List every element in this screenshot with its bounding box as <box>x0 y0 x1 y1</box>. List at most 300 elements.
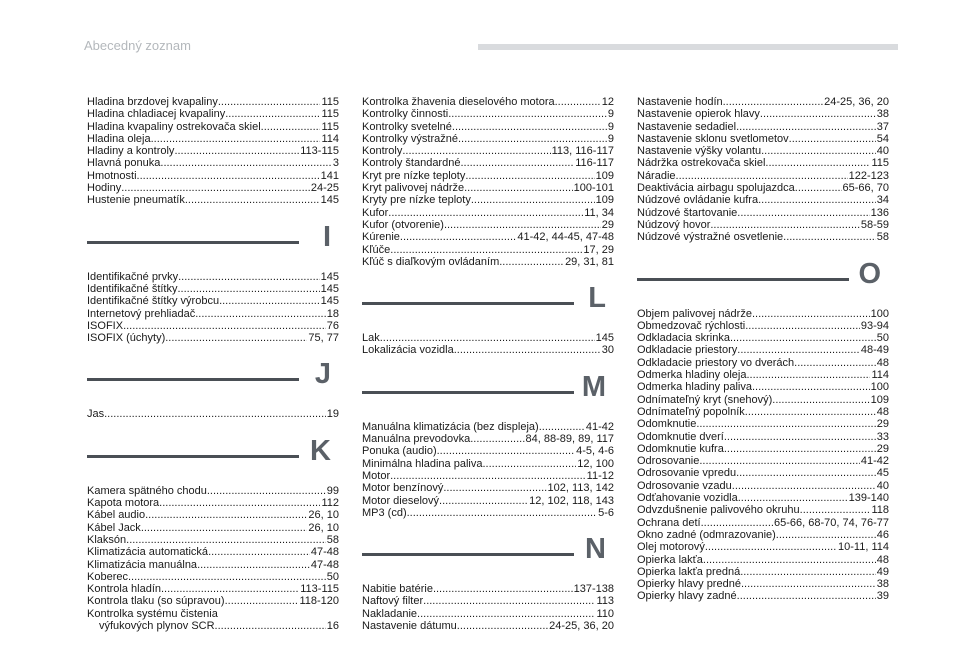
section-letter: K <box>310 434 331 467</box>
dot-leader <box>128 571 326 583</box>
entry-page-number: 58 <box>326 533 339 546</box>
entry-page-number: 26, 10 <box>308 509 339 522</box>
entry-page-number: 29 <box>601 218 614 231</box>
section-header <box>87 360 339 398</box>
page-header-title: Abecedný zoznam <box>84 38 191 53</box>
entry-label: Lak <box>362 332 380 345</box>
header-divider-bar <box>478 44 898 50</box>
index-entry <box>637 504 889 516</box>
entry-label: Kryty pre nízke teploty <box>362 194 471 207</box>
entry-label: Deaktivácia airbagu spolujazdca <box>637 182 795 195</box>
entry-label: Nakladanie <box>362 607 418 620</box>
dot-leader <box>444 219 601 231</box>
entry-page-number: 49 <box>876 565 889 578</box>
index-entry <box>637 418 889 430</box>
index-entry <box>637 182 889 194</box>
entry-label: MP3 (cd) <box>362 506 407 519</box>
index-entry <box>362 244 614 256</box>
section-divider-bar <box>362 553 574 556</box>
entry-page-number: 113, 116-117 <box>551 145 614 158</box>
entry-label: Opierka lakťa <box>637 553 703 566</box>
entry-page-number: 99 <box>326 484 339 497</box>
section-header <box>87 220 339 261</box>
dot-leader <box>218 96 321 108</box>
index-entry <box>87 283 339 295</box>
section-letter: L <box>588 282 606 315</box>
dot-leader <box>789 133 876 145</box>
section-divider-bar <box>87 241 299 244</box>
index-entry <box>637 480 889 492</box>
entry-label: Manuálna prevodovka <box>362 433 471 446</box>
section-letter: M <box>581 370 606 403</box>
entry-label: Odvzdušnenie palivového okruhu <box>637 504 800 517</box>
entry-label: Kontroly štandardné <box>362 157 461 170</box>
entry-page-number: 38 <box>876 108 889 121</box>
index-entry <box>637 590 889 602</box>
entry-label: Kufor <box>362 206 389 219</box>
entry-page-number: 24-25 <box>310 182 339 195</box>
entry-page-number: 116-117 <box>575 157 614 170</box>
entry-label: Nastavenie sedadiel <box>637 120 737 133</box>
index-entry <box>637 96 889 108</box>
index-entry <box>637 332 889 344</box>
entry-label: Núdzové štartovanie <box>637 206 738 219</box>
dot-leader <box>676 170 848 182</box>
index-entry <box>87 583 339 595</box>
dot-leader <box>145 509 307 521</box>
entry-page-number: 137-138 <box>573 583 614 596</box>
entry-page-number: 145 <box>320 194 339 207</box>
dot-leader <box>730 332 876 344</box>
index-entry <box>362 133 614 145</box>
section-header <box>362 535 614 573</box>
dot-leader <box>417 608 595 620</box>
entry-page-number: 118 <box>871 504 889 517</box>
section-divider-bar <box>87 455 299 458</box>
dot-leader <box>104 408 326 420</box>
dot-leader <box>539 421 585 433</box>
entry-page-number: 24-25, 36, 20 <box>549 620 614 633</box>
index-entry <box>637 554 889 566</box>
dot-leader <box>699 455 859 467</box>
index-entry <box>87 559 339 571</box>
entry-label: Kontrolky činnosti <box>362 108 449 121</box>
dot-leader <box>178 283 320 295</box>
dot-leader <box>390 470 586 482</box>
entry-page-number: 29 <box>876 442 889 455</box>
index-entry <box>362 583 614 595</box>
dot-leader <box>776 529 876 541</box>
entry-label: Hladina oleja <box>87 132 151 145</box>
entry-label: Hladina kvapaliny ostrekovača skiel <box>87 120 261 133</box>
index-entry <box>637 121 889 133</box>
entry-label: Nabitie batérie <box>362 583 433 596</box>
entry-page-number: 12 <box>601 96 614 108</box>
entry-page-number: 114 <box>321 132 339 145</box>
entry-label: Hladiny a kontroly <box>87 145 175 158</box>
entry-label: Olej motorový <box>637 541 705 554</box>
entry-label: Odomknutie dverí <box>637 430 724 443</box>
dot-leader <box>437 445 575 457</box>
dot-leader <box>794 357 876 369</box>
dot-leader <box>752 308 870 320</box>
index-entry <box>87 595 339 607</box>
dot-leader <box>746 369 870 381</box>
entry-label: Odomknutie <box>637 418 697 431</box>
entry-label: Odnímateľný popolník <box>637 405 745 418</box>
index-entry <box>637 431 889 443</box>
index-entry <box>637 492 889 504</box>
index-entry <box>362 207 614 219</box>
dot-leader <box>443 482 546 494</box>
index-entry <box>362 96 614 108</box>
index-entry <box>637 170 889 182</box>
dot-leader <box>761 145 876 157</box>
index-entry <box>87 522 339 534</box>
dot-leader <box>471 194 595 206</box>
entry-page-number: 16 <box>326 620 339 633</box>
entry-page-number: 141 <box>320 169 339 182</box>
entry-label: Klimatizácia automatická <box>87 546 209 559</box>
entry-page-number: 48 <box>876 405 889 418</box>
entry-label: Koberec <box>87 570 128 583</box>
entry-label: Kryt pre nízke teploty <box>362 169 466 182</box>
index-entry <box>637 529 889 541</box>
entry-label: Kábel audio <box>87 509 146 522</box>
entry-page-number: 109 <box>595 194 614 207</box>
index-entry <box>87 194 339 206</box>
dot-leader <box>225 595 299 607</box>
index-entry <box>637 344 889 356</box>
entry-page-number: 19 <box>326 408 339 421</box>
entry-label: Obmedzovač rýchlosti <box>637 319 746 332</box>
entry-page-number: 122-123 <box>848 169 889 182</box>
index-entry <box>362 157 614 169</box>
index-entry <box>637 207 889 219</box>
dot-leader <box>185 194 320 206</box>
dot-leader <box>460 157 574 169</box>
entry-page-number: 40 <box>876 145 889 158</box>
index-entry <box>362 620 614 632</box>
entry-label: Kontroly <box>362 145 403 158</box>
entry-label: Jas <box>87 408 105 421</box>
index-entry <box>362 170 614 182</box>
index-entry <box>637 578 889 590</box>
dot-leader <box>123 320 326 332</box>
index-entry <box>87 332 339 344</box>
entry-label: Lokalizácia vozidla <box>362 344 454 357</box>
entry-page-number: 29, 31, 81 <box>565 255 614 268</box>
index-entry <box>87 546 339 558</box>
dot-leader <box>736 467 876 479</box>
entry-page-number: 114 <box>871 369 889 382</box>
section-header <box>362 284 614 322</box>
dot-leader <box>452 121 607 133</box>
dot-leader <box>470 433 524 445</box>
index-entry <box>87 96 339 108</box>
section-letter: J <box>314 358 331 391</box>
index-entry <box>87 170 339 182</box>
entry-label: Odkladacie priestory <box>637 344 738 357</box>
index-column-2 <box>362 96 614 632</box>
entry-label: Identifikačné prvky <box>87 270 179 283</box>
dot-leader <box>433 583 573 595</box>
entry-page-number: 145 <box>320 282 339 295</box>
entry-label: Kontrolky výstražné <box>362 132 458 145</box>
dot-leader <box>737 590 876 602</box>
entry-label: Kryt palivovej nádrže <box>362 182 465 195</box>
entry-page-number: 118-120 <box>299 595 339 608</box>
dot-leader <box>555 96 601 108</box>
section-header <box>87 434 339 475</box>
entry-label: Naftový filter <box>362 595 424 608</box>
entry-label: Núdzový hovor <box>637 218 711 231</box>
index-entry <box>87 485 339 497</box>
entry-page-number: 110 <box>596 607 614 620</box>
entry-label: Odmerka hladiny paliva <box>637 381 752 394</box>
entry-label: Motor dieselový <box>362 494 440 507</box>
index-entry <box>637 467 889 479</box>
dot-leader <box>724 443 876 455</box>
entry-label: Odnímateľný kryt (snehový) <box>637 393 773 406</box>
section-letter: N <box>585 533 606 566</box>
dot-leader <box>388 207 583 219</box>
entry-page-number: 115 <box>321 108 339 121</box>
index-entry <box>87 608 339 620</box>
entry-page-number: 40 <box>876 479 889 492</box>
entry-label: Nastavenie dátumu <box>362 620 457 633</box>
dot-leader <box>207 485 326 497</box>
entry-page-number: 100 <box>870 381 889 394</box>
entry-label: Minimálna hladina paliva <box>362 457 483 470</box>
index-entry <box>362 332 614 344</box>
index-entry <box>87 182 339 194</box>
dot-leader <box>464 182 573 194</box>
entry-label: Nastavenie opierok hlavy <box>637 108 760 121</box>
entry-label: Klimatizácia manuálna <box>87 558 198 571</box>
dot-leader <box>400 231 516 243</box>
entry-label: Motor <box>362 469 391 482</box>
entry-page-number: 48-49 <box>860 344 889 357</box>
entry-page-number: 9 <box>607 132 614 145</box>
dot-leader <box>137 170 320 182</box>
entry-page-number: 37 <box>876 120 889 133</box>
index-entry <box>362 458 614 470</box>
entry-page-number: 33 <box>876 430 889 443</box>
dot-leader <box>160 157 331 169</box>
section-header <box>362 370 614 411</box>
index-entry <box>362 121 614 133</box>
entry-label: Kontrola tlaku (so súpravou) <box>87 595 225 608</box>
entry-page-number: 38 <box>876 578 889 591</box>
dot-leader <box>732 480 876 492</box>
entry-page-number: 9 <box>607 108 614 121</box>
entry-page-number: 3 <box>332 157 339 170</box>
entry-label: Identifikačné štítky výrobcu <box>87 295 220 308</box>
index-entry <box>637 394 889 406</box>
entry-page-number: 9 <box>607 120 614 133</box>
section-divider-bar <box>87 378 299 381</box>
index-entry <box>362 256 614 268</box>
entry-page-number: 145 <box>320 295 339 308</box>
dot-leader <box>738 492 848 504</box>
dot-leader <box>705 541 837 553</box>
index-entry <box>637 443 889 455</box>
entry-label: Motor benzínový <box>362 482 444 495</box>
dot-leader <box>439 495 528 507</box>
entry-label: Kapota motora <box>87 497 160 510</box>
index-entry <box>637 320 889 332</box>
dot-leader <box>710 219 859 231</box>
index-entry <box>637 381 889 393</box>
entry-page-number: 145 <box>595 332 614 345</box>
entry-label: Kontrola hladín <box>87 583 161 596</box>
index-entry <box>637 566 889 578</box>
dot-leader <box>745 406 876 418</box>
index-entry <box>87 157 339 169</box>
entry-page-number: 47-48 <box>310 546 339 559</box>
dot-leader <box>724 431 876 443</box>
section-letter: I <box>322 220 331 253</box>
entry-label: Núdzové ovládanie kufra <box>637 194 759 207</box>
entry-label: Náradie <box>637 169 676 182</box>
entry-page-number: 48 <box>876 356 889 369</box>
dot-leader <box>465 170 594 182</box>
index-entry <box>362 145 614 157</box>
dot-leader <box>800 504 871 516</box>
index-entry <box>362 421 614 433</box>
dot-leader <box>736 121 876 133</box>
entry-label: Hustenie pneumatík <box>87 194 185 207</box>
index-entry <box>637 541 889 553</box>
entry-label: ISOFIX <box>87 319 124 332</box>
index-entry <box>362 482 614 494</box>
entry-page-number: 76 <box>326 319 339 332</box>
entry-label: Odrosovanie vzadu <box>637 479 732 492</box>
entry-label: Hmotnosti <box>87 169 137 182</box>
dot-leader <box>740 566 876 578</box>
dot-leader <box>765 157 870 169</box>
entry-label: Odrosovanie <box>637 455 700 468</box>
dot-leader <box>225 108 320 120</box>
entry-label: Manuálna klimatizácia (bez displeja) <box>362 420 539 433</box>
entry-label: Kamera spätného chodu <box>87 484 207 497</box>
entry-page-number: 113-115 <box>300 583 339 596</box>
dot-leader <box>783 231 876 243</box>
entry-page-number: 113-115 <box>300 145 339 158</box>
dot-leader <box>174 145 299 157</box>
entry-label: Opierky hlavy zadné <box>637 590 737 603</box>
entry-label: Objem palivovej nádrže <box>637 307 752 320</box>
entry-label: Odkladacie priestory vo dverách <box>637 356 795 369</box>
entry-page-number: 58-59 <box>860 218 889 231</box>
dot-leader <box>165 332 307 344</box>
entry-page-number: 30 <box>601 344 614 357</box>
index-entry <box>362 495 614 507</box>
entry-label: Hodiny <box>87 182 122 195</box>
section-letter: O <box>858 257 881 290</box>
entry-page-number: 18 <box>326 307 339 320</box>
index-entry <box>637 517 889 529</box>
entry-page-number: 26, 10 <box>308 521 339 534</box>
entry-page-number: 50 <box>326 570 339 583</box>
dot-leader <box>701 517 773 529</box>
entry-label: Odťahovanie vozidla <box>637 492 738 505</box>
dot-leader <box>261 121 321 133</box>
index-entry <box>637 231 889 243</box>
index-entry <box>362 433 614 445</box>
dot-leader <box>457 620 548 632</box>
dot-leader <box>141 522 308 534</box>
entry-label: výfukových plynov SCR <box>99 620 215 633</box>
entry-page-number: 34 <box>876 194 889 207</box>
entry-label: Hlavná ponuka <box>87 157 161 170</box>
index-entry <box>362 507 614 519</box>
entry-page-number: 58 <box>876 231 889 244</box>
index-entry <box>87 121 339 133</box>
dot-leader <box>741 578 876 590</box>
dot-leader <box>219 295 320 307</box>
entry-page-number: 12, 100 <box>577 457 614 470</box>
entry-label: Kufor (otvorenie) <box>362 218 444 231</box>
entry-label: Nastavenie výšky volantu <box>637 145 762 158</box>
entry-label: Kontrolka systému čistenia <box>87 607 218 620</box>
entry-page-number: 39 <box>876 590 889 603</box>
entry-label: Internetový prehliadač <box>87 307 196 320</box>
dot-leader <box>752 381 870 393</box>
index-entry <box>362 182 614 194</box>
dot-leader <box>161 583 299 595</box>
entry-page-number: 100 <box>870 307 889 320</box>
index-entry <box>637 308 889 320</box>
entry-label: Klaksón <box>87 533 127 546</box>
dot-leader <box>126 534 326 546</box>
dot-leader <box>423 595 595 607</box>
dot-leader <box>482 458 576 470</box>
entry-label: Núdzové výstražné osvetlenie <box>637 231 784 244</box>
entry-label: Kľúč s diaľkovým ovládaním <box>362 255 500 268</box>
entry-page-number: 24-25, 36, 20 <box>824 96 889 108</box>
entry-page-number: 109 <box>870 393 889 406</box>
entry-label: Opierka lakťa predná <box>637 565 741 578</box>
entry-page-number: 100-101 <box>573 182 614 195</box>
index-column-1 <box>87 96 339 632</box>
entry-label: Kontrolka žhavenia dieselového motora <box>362 96 555 108</box>
entry-page-number: 48 <box>876 553 889 566</box>
dot-leader <box>151 133 321 145</box>
entry-page-number: 136 <box>870 206 889 219</box>
entry-label: Ochrana detí <box>637 516 701 529</box>
dot-leader <box>758 194 876 206</box>
index-entry <box>87 408 339 420</box>
index-entry <box>87 571 339 583</box>
entry-label: Kontrolky svetelné <box>362 120 452 133</box>
entry-page-number: 115 <box>871 157 889 170</box>
entry-page-number: 11, 34 <box>584 206 614 219</box>
dot-leader <box>454 344 601 356</box>
index-entry <box>637 357 889 369</box>
entry-page-number: 11-12 <box>586 469 614 482</box>
dot-leader <box>499 256 564 268</box>
index-entry <box>87 509 339 521</box>
entry-page-number: 29 <box>876 418 889 431</box>
entry-page-number: 4-5, 4-6 <box>576 445 614 458</box>
index-entry <box>637 406 889 418</box>
dot-leader <box>703 554 876 566</box>
index-entry <box>87 133 339 145</box>
entry-label: Ponuka (audio) <box>362 445 437 458</box>
dot-leader <box>195 308 326 320</box>
